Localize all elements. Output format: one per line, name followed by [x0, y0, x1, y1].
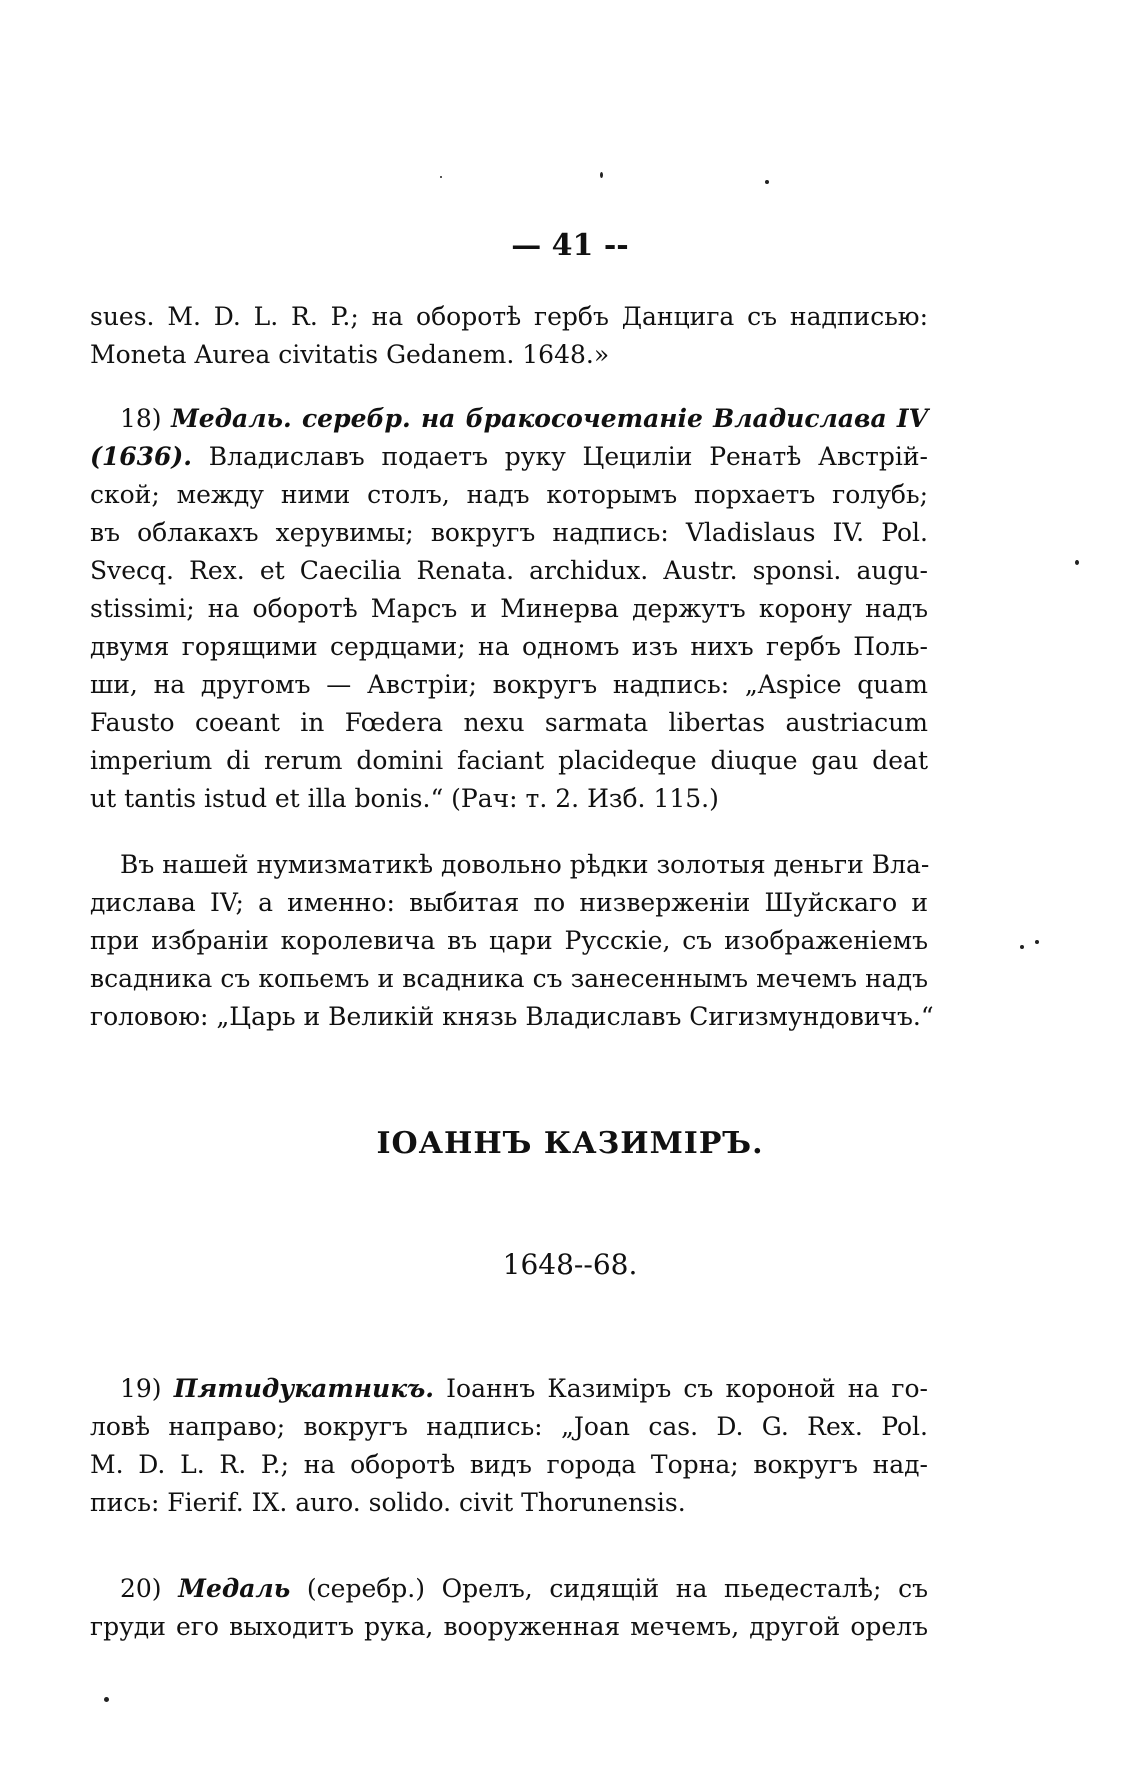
text-line: ской; между ними столъ, надъ которымъ порхаетъ голубь;	[90, 480, 928, 509]
text-line	[90, 400, 928, 438]
text-line	[90, 1570, 928, 1608]
entry-18	[90, 400, 928, 818]
entry-title: Медаль	[178, 1574, 291, 1603]
entry-text: Владиславъ подаетъ руку Цециліи Ренатѣ Австрій-	[208, 442, 928, 471]
text-line: всадника съ копьемъ и всадника съ занесеннымъ мечемъ надъ	[90, 964, 928, 993]
text-line: Svecq. Rex. et Caecilia Renata. archidux. Austr. sponsi. augu-	[90, 556, 928, 585]
entry-date: (1636).	[90, 442, 192, 471]
entry-number: 18)	[120, 404, 162, 433]
text-line: двумя горящими сердцами; на одномъ изъ нихъ гербъ Поль-	[90, 632, 928, 661]
scan-speck	[104, 1697, 109, 1702]
entry-title: Пятидукатникъ.	[173, 1374, 434, 1403]
entry-20	[90, 1570, 928, 1646]
text-line: M. D. L. R. P.; на оборотѣ видъ города Торна; вокругъ над-	[90, 1450, 928, 1479]
paragraph-numismatics	[90, 846, 934, 1036]
text-line	[90, 1370, 928, 1408]
text-line: Moneta Aurea civitatis Gedanem. 1648.»	[90, 340, 610, 369]
entry-19	[90, 1370, 928, 1522]
text-line: imperium di rerum domini faciant placideque diuque gau deat	[90, 746, 928, 775]
text-line	[90, 438, 928, 476]
scan-speck	[1075, 560, 1079, 565]
entry-text: Іоаннъ Казиміръ съ короной на го-	[446, 1374, 929, 1403]
text-line: въ облакахъ херувимы; вокругъ надпись: Vladislaus IV. Pol.	[90, 518, 928, 547]
entry-number: 20)	[120, 1574, 162, 1603]
text-line: Въ нашей нумизматикѣ довольно рѣдки золотыя деньги Вла-	[120, 850, 930, 879]
text-line: головою: „Царь и Великій князь Владиславъ Сигизмундовичъ.“	[90, 1002, 934, 1031]
text-line: ловѣ направо; вокругъ надпись: „Joan cas. D. G. Rex. Pol.	[90, 1412, 928, 1441]
text-line: sues. M. D. L. R. P.; на оборотѣ гербъ Данцига съ надписью:	[90, 302, 928, 331]
scan-speck	[765, 180, 769, 184]
scan-speck	[1020, 945, 1024, 949]
entry-number: 19)	[120, 1374, 162, 1403]
text-line: Fausto coeant in Fœdera nexu sarmata libertas austriacum	[90, 708, 928, 737]
scan-speck	[600, 172, 603, 178]
text-line: ut tantis istud et illa bonis.“ (Рач: т. 2. Изб. 115.)	[90, 784, 719, 813]
text-line: при избраніи королевича въ цари Русскіе, съ изображеніемъ	[90, 926, 928, 955]
scan-speck	[440, 176, 442, 178]
paragraph-continuation	[90, 298, 928, 374]
page-number: — 41 --	[511, 228, 629, 263]
text-line: ши, на другомъ — Австріи; вокругъ надпись: „Aspice quam	[90, 670, 928, 699]
section-years: 1648--68.	[502, 1248, 638, 1281]
text-line: груди его выходитъ рука, вооруженная мечемъ, другой орелъ	[90, 1612, 928, 1641]
text-line: stissimi; на оборотѣ Марсъ и Минерва держутъ корону надъ	[90, 594, 928, 623]
text-line: дислава IV; а именно: выбитая по низверженіи Шуйскаго и	[90, 888, 928, 917]
scan-speck	[1035, 940, 1039, 944]
entry-title: Медаль. серебр. на бракосочетаніе Владислава IV	[171, 404, 928, 433]
section-heading: ІОАННЪ КАЗИМІРЪ.	[376, 1126, 764, 1161]
entry-text: (серебр.) Орелъ, сидящій на пьедесталѣ; съ	[306, 1574, 928, 1603]
text-line: пись: Fierif. IX. auro. solido. civit Thorunensis.	[90, 1488, 686, 1517]
